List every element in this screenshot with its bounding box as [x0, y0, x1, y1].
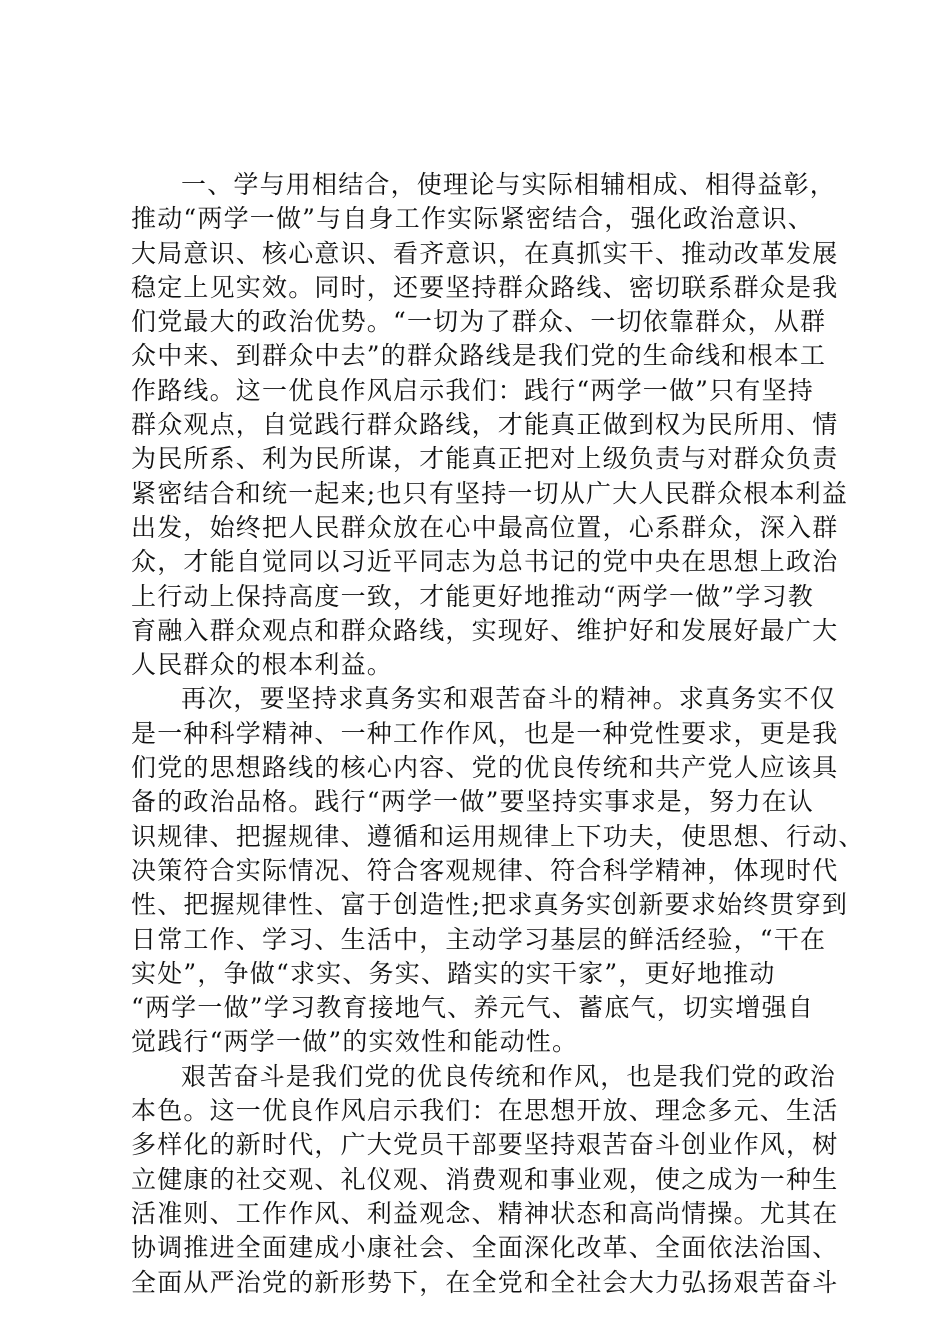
text-line: 紧密结合和统一起来;也只有坚持一切从广大人民群众根本利益: [131, 478, 849, 508]
text-line: 们党的思想路线的核心内容、党的优良传统和共产党人应该具: [131, 753, 839, 783]
text-line: 识规律、把握规律、遵循和运用规律上下功夫，使思想、行动、: [131, 821, 865, 851]
text-line: 作路线。这一优良作风启示我们：践行“两学一做”只有坚持: [131, 375, 814, 405]
text-line: 觉践行“两学一做”的实效性和能动性。: [131, 1027, 579, 1057]
text-line: 备的政治品格。践行“两学一做”要坚持实事求是，努力在认: [131, 787, 814, 817]
text-line: 育融入群众观点和群众路线，实现好、维护好和发展好最广大: [131, 615, 839, 645]
text-line: “两学一做”学习教育接地气、养元气、蓄底气，切实增强自: [131, 993, 814, 1023]
text-line: 稳定上见实效。同时，还要坚持群众路线、密切联系群众是我: [131, 272, 839, 302]
text-line: 实处”，争做“求实、务实、踏实的实干家”，更好地推动: [131, 958, 776, 988]
text-line: 本色。这一优良作风启示我们：在思想开放、理念多元、生活: [131, 1096, 839, 1126]
text-line: 为民所系、利为民所谋，才能真正把对上级负责与对群众负责: [131, 444, 839, 474]
text-line: 性、把握规律性、富于创造性;把求真务实创新要求始终贯穿到: [131, 890, 849, 920]
text-line: 艰苦奋斗是我们党的优良传统和作风，也是我们党的政治: [181, 1061, 837, 1091]
text-line: 大局意识、核心意识、看齐意识，在真抓实干、推动改革发展: [131, 238, 839, 268]
text-line: 协调推进全面建成小康社会、全面深化改革、全面依法治国、: [131, 1233, 839, 1263]
text-line: 众中来、到群众中去”的群众路线是我们党的生命线和根本工: [131, 341, 827, 371]
text-line: 出发，始终把人民群众放在心中最高位置，心系群众，深入群: [131, 512, 839, 542]
text-line: 推动“两学一做”与自身工作实际紧密结合，强化政治意识、: [131, 204, 814, 234]
text-line: 活准则、工作作风、利益观念、精神状态和高尚情操。尤其在: [131, 1198, 839, 1228]
text-line: 多样化的新时代，广大党员干部要坚持艰苦奋斗创业作风，树: [131, 1130, 839, 1160]
text-line: 再次，要坚持求真务实和艰苦奋斗的精神。求真务实不仅: [181, 684, 837, 714]
text-line: 上行动上保持高度一致，才能更好地推动“两学一做”学习教: [131, 581, 814, 611]
text-line: 人民群众的根本利益。: [131, 650, 394, 680]
text-line: 决策符合实际情况、符合客观规律、符合科学精神，体现时代: [131, 855, 839, 885]
text-line: 立健康的社交观、礼仪观、消费观和事业观，使之成为一种生: [131, 1164, 839, 1194]
text-line: 是一种科学精神、一种工作作风，也是一种党性要求，更是我: [131, 718, 839, 748]
text-line: 众，才能自觉同以习近平同志为总书记的党中央在思想上政治: [131, 547, 839, 577]
body-text: [131, 168, 865, 1300]
text-line: 们党最大的政治优势。“一切为了群众、一切依靠群众，从群: [131, 307, 827, 337]
text-line: 日常工作、学习、生活中，主动学习基层的鲜活经验，“干在: [131, 924, 827, 954]
text-line: 一、学与用相结合，使理论与实际相辅相成、相得益彰，: [181, 170, 837, 199]
text-line: 群众观点，自觉践行群众路线，才能真正做到权为民所用、情: [131, 410, 839, 440]
text-line: 全面从严治党的新形势下，在全党和全社会大力弘扬艰苦奋斗: [131, 1267, 839, 1297]
